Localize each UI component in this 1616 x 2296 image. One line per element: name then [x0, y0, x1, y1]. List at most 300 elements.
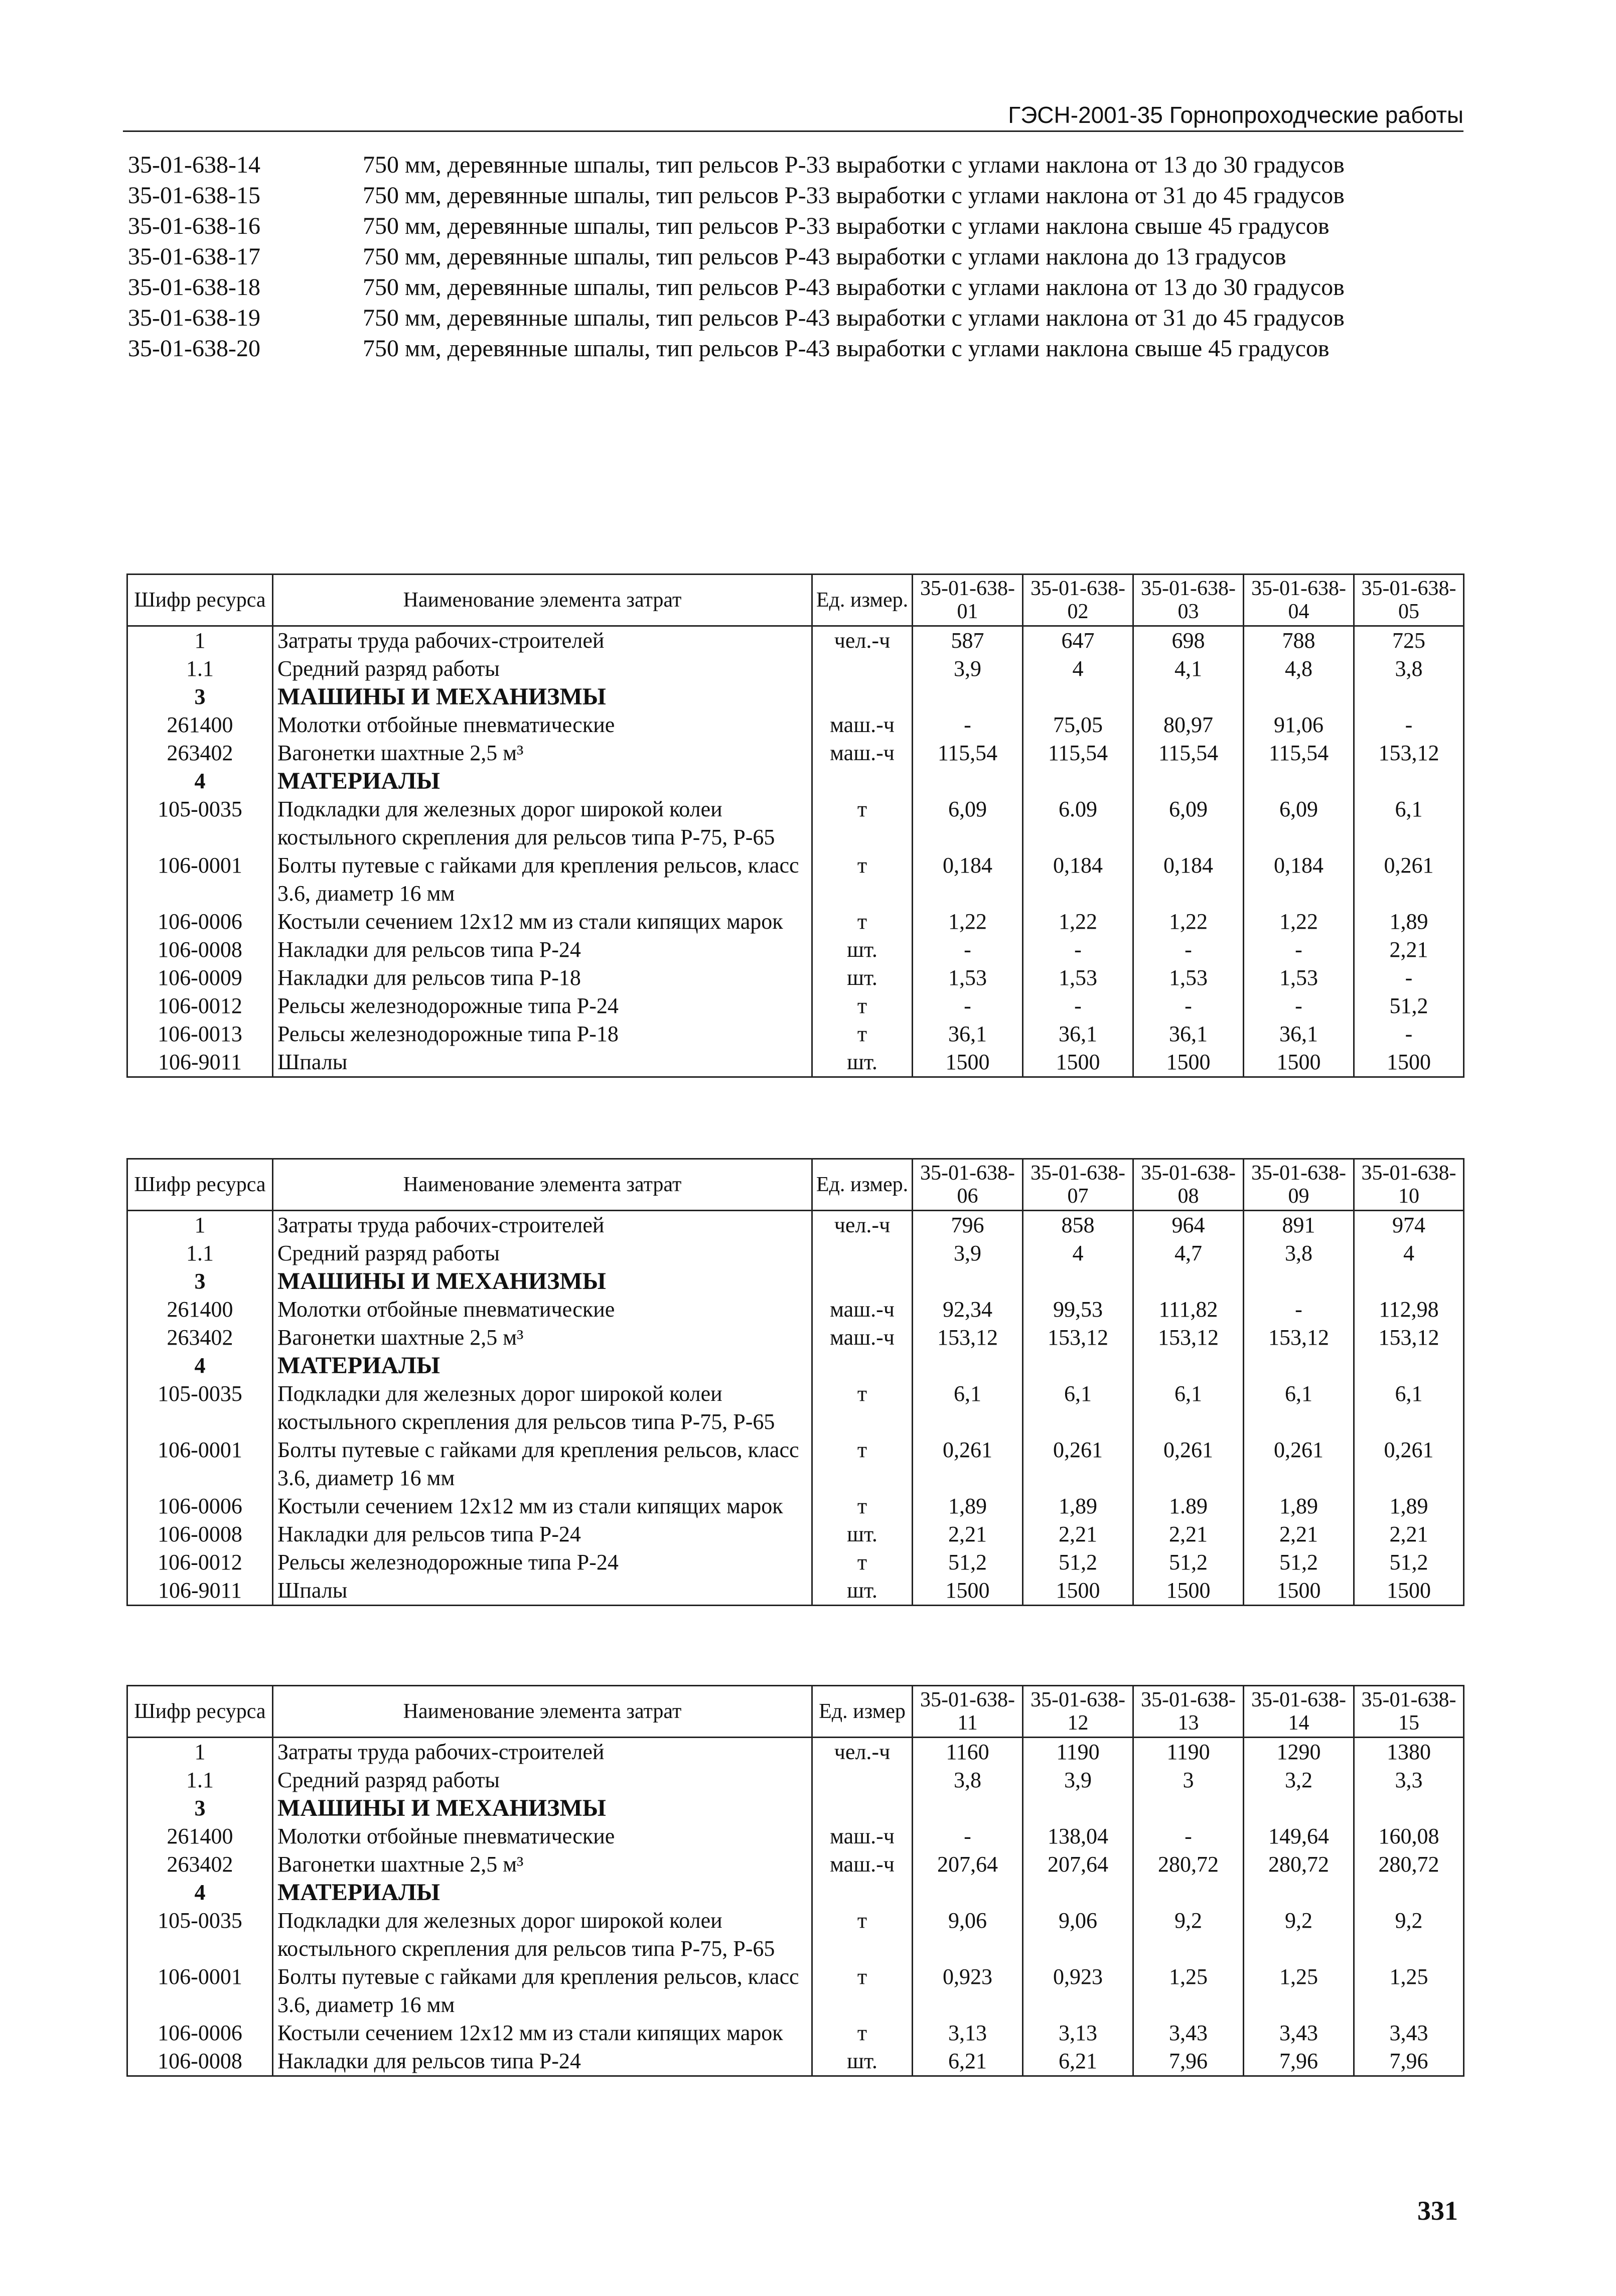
resource-value: 1,25 [1354, 1963, 1464, 2019]
code-description: 750 мм, деревянные шпалы, тип рельсов Р-43 выработки с углами наклона свыше 45 градусов [363, 335, 1330, 362]
resource-value [1133, 1879, 1244, 1907]
resource-value [913, 683, 1023, 711]
resource-value: 3,8 [913, 1766, 1023, 1794]
code-row [128, 241, 1457, 272]
resource-code: 261400 [127, 1296, 273, 1324]
table-header-row [127, 575, 1464, 626]
resource-value: 4 [1354, 1239, 1464, 1267]
header-norm-code: 35-01-638-06 [913, 1159, 1023, 1211]
section-row [127, 1267, 1464, 1296]
resource-value: 111,82 [1133, 1296, 1244, 1324]
resource-value: - [1244, 1296, 1354, 1324]
header-norm-code: 35-01-638-12 [1023, 1686, 1133, 1738]
resource-value: 9,06 [1023, 1907, 1133, 1963]
resource-unit: т [812, 1020, 913, 1048]
code-description: 750 мм, деревянные шпалы, тип рельсов Р-33 выработки с углами наклона от 31 до 45 градусов [363, 182, 1345, 209]
resource-unit: т [812, 908, 913, 936]
resource-value [1133, 767, 1244, 795]
resource-name: Болты путевые с гайками для крепления рельсов, класс 3.6, диаметр 16 мм [273, 1963, 812, 2019]
resource-unit: чел.-ч [812, 626, 913, 655]
resource-name: Вагонетки шахтные 2,5 м³ [273, 1850, 812, 1879]
resource-unit: т [812, 1907, 913, 1963]
resource-name: Затраты труда рабочих-строителей [273, 626, 812, 655]
resource-value: - [1354, 1020, 1464, 1048]
resource-value: 3,9 [913, 1239, 1023, 1267]
resource-table-2 [126, 1158, 1464, 1606]
resource-value: 1500 [1354, 1048, 1464, 1077]
resource-value: 1500 [1133, 1048, 1244, 1077]
resource-value: 6,1 [1354, 795, 1464, 851]
resource-name: Накладки для рельсов типа Р-24 [273, 2047, 812, 2076]
resource-value: 4,1 [1133, 655, 1244, 683]
code-row [128, 150, 1457, 180]
resource-value: 1500 [1133, 1576, 1244, 1606]
resource-value: 115,54 [1244, 739, 1354, 767]
resource-value: 1290 [1244, 1738, 1354, 1767]
resource-name: Костыли сечением 12х12 мм из стали кипящих марок [273, 2019, 812, 2047]
resource-code: 106-0008 [127, 2047, 273, 2076]
resource-value: 1190 [1023, 1738, 1133, 1767]
resource-value: 1,22 [1133, 908, 1244, 936]
resource-value: 1,22 [913, 908, 1023, 936]
resource-name: Накладки для рельсов типа Р-24 [273, 1520, 812, 1548]
resource-code: 106-0012 [127, 1548, 273, 1576]
resource-value [1023, 767, 1133, 795]
resource-unit: т [812, 1548, 913, 1576]
resource-value: - [913, 992, 1023, 1020]
resource-unit [812, 1794, 913, 1822]
code-description: 750 мм, деревянные шпалы, тип рельсов Р-33 выработки с углами наклона свыше 45 градусов [363, 213, 1330, 239]
resource-name: Костыли сечением 12х12 мм из стали кипящих марок [273, 908, 812, 936]
resource-unit: т [812, 795, 913, 851]
header-norm-code: 35-01-638-05 [1354, 575, 1464, 626]
resource-value: 1,89 [1354, 1492, 1464, 1520]
table-header-row [127, 1159, 1464, 1211]
table-row [127, 1963, 1464, 2019]
resource-value: 3,43 [1244, 2019, 1354, 2047]
resource-code: 263402 [127, 739, 273, 767]
section-row [127, 683, 1464, 711]
table-row [127, 2019, 1464, 2047]
resource-code: 263402 [127, 1324, 273, 1352]
resource-unit [812, 683, 913, 711]
resource-value: 0,261 [913, 1436, 1023, 1492]
table-row [127, 1324, 1464, 1352]
header-norm-code: 35-01-638-14 [1244, 1686, 1354, 1738]
table-row [127, 1738, 1464, 1767]
resource-unit: т [812, 1492, 913, 1520]
resource-name: Накладки для рельсов типа Р-18 [273, 964, 812, 992]
resource-value: 91,06 [1244, 711, 1354, 739]
table-row [127, 1048, 1464, 1077]
header-unit: Ед. измер. [812, 575, 913, 626]
resource-value: 1190 [1133, 1738, 1244, 1767]
resource-value: 6,21 [1023, 2047, 1133, 2076]
code-id: 35-01-638-19 [128, 305, 260, 331]
resource-value: 3,9 [913, 655, 1023, 683]
resource-name: Рельсы железнодорожные типа Р-24 [273, 1548, 812, 1576]
resource-value: - [1023, 992, 1133, 1020]
resource-name: МАШИНЫ И МЕХАНИЗМЫ [273, 1794, 812, 1822]
resource-name: Болты путевые с гайками для крепления рельсов, класс 3.6, диаметр 16 мм [273, 851, 812, 908]
table-row [127, 655, 1464, 683]
resource-value [1023, 1794, 1133, 1822]
resource-value [1354, 683, 1464, 711]
resource-unit [812, 1239, 913, 1267]
header-unit: Ед. измер. [812, 1159, 913, 1211]
table-row [127, 851, 1464, 908]
resource-table-3 [126, 1685, 1464, 2077]
code-row [128, 333, 1457, 364]
resource-value: 112,98 [1354, 1296, 1464, 1324]
resource-value: - [1133, 936, 1244, 964]
resource-value: - [1354, 711, 1464, 739]
resource-value: 6,1 [1133, 1380, 1244, 1436]
resource-name: Молотки отбойные пневматические [273, 1822, 812, 1850]
resource-value: 99,53 [1023, 1296, 1133, 1324]
resource-unit: маш.-ч [812, 1822, 913, 1850]
header-norm-code: 35-01-638-04 [1244, 575, 1354, 626]
resource-value [913, 1794, 1023, 1822]
resource-value: 1,25 [1133, 1963, 1244, 2019]
resource-unit: маш.-ч [812, 1324, 913, 1352]
resource-unit [812, 1267, 913, 1296]
table-row [127, 711, 1464, 739]
resource-value: 725 [1354, 626, 1464, 655]
resource-unit [812, 1766, 913, 1794]
resource-name: Подкладки для железных дорог широкой колеи костыльного скрепления для рельсов типа Р-75, Р-65 [273, 1380, 812, 1436]
code-description: 750 мм, деревянные шпалы, тип рельсов Р-43 выработки с углами наклона от 13 до 30 градусов [363, 274, 1345, 301]
resource-code: 106-0006 [127, 1492, 273, 1520]
resource-value: 115,54 [913, 739, 1023, 767]
resource-value: 3,8 [1244, 1239, 1354, 1267]
resource-code: 4 [127, 1352, 273, 1380]
resource-value: 36,1 [913, 1020, 1023, 1048]
code-description: 750 мм, деревянные шпалы, тип рельсов Р-43 выработки с углами наклона до 13 градусов [363, 243, 1286, 270]
resource-value: 698 [1133, 626, 1244, 655]
code-id: 35-01-638-18 [128, 274, 260, 301]
resource-value: 207,64 [1023, 1850, 1133, 1879]
header-norm-code: 35-01-638-08 [1133, 1159, 1244, 1211]
resource-value: 4,8 [1244, 655, 1354, 683]
table-row [127, 992, 1464, 1020]
resource-value: 1,53 [1133, 964, 1244, 992]
resource-value: 149,64 [1244, 1822, 1354, 1850]
resource-value: 796 [913, 1211, 1023, 1240]
resource-value: 153,12 [1133, 1324, 1244, 1352]
resource-code: 105-0035 [127, 1907, 273, 1963]
resource-value: 4 [1023, 655, 1133, 683]
table-row [127, 1492, 1464, 1520]
resource-unit [812, 655, 913, 683]
resource-value: 587 [913, 626, 1023, 655]
section-row [127, 1352, 1464, 1380]
resource-name: Молотки отбойные пневматические [273, 1296, 812, 1324]
table-row [127, 1380, 1464, 1436]
resource-code: 3 [127, 683, 273, 711]
resource-name: Молотки отбойные пневматические [273, 711, 812, 739]
resource-value [913, 1352, 1023, 1380]
resource-value: 2,21 [1244, 1520, 1354, 1548]
resource-name: Затраты труда рабочих-строителей [273, 1211, 812, 1240]
resource-value [1244, 1267, 1354, 1296]
resource-value: 1500 [1244, 1048, 1354, 1077]
table-row [127, 795, 1464, 851]
resource-value: 6,1 [1354, 1380, 1464, 1436]
resource-value: 7,96 [1244, 2047, 1354, 2076]
code-id: 35-01-638-14 [128, 152, 260, 178]
resource-code: 1.1 [127, 655, 273, 683]
resource-value: 6.09 [1023, 795, 1133, 851]
resource-name: Средний разряд работы [273, 655, 812, 683]
resource-value: 0,184 [1244, 851, 1354, 908]
table-row [127, 936, 1464, 964]
resource-value: 51,2 [1354, 992, 1464, 1020]
table-row [127, 1766, 1464, 1794]
resource-value [1244, 1352, 1354, 1380]
code-description: 750 мм, деревянные шпалы, тип рельсов Р-33 выработки с углами наклона от 13 до 30 градусов [363, 152, 1345, 178]
resource-value [1354, 1794, 1464, 1822]
resource-code: 263402 [127, 1850, 273, 1879]
resource-unit: шт. [812, 2047, 913, 2076]
resource-value: 0,261 [1133, 1436, 1244, 1492]
resource-value: 280,72 [1354, 1850, 1464, 1879]
header-norm-code: 35-01-638-03 [1133, 575, 1244, 626]
resource-value: 647 [1023, 626, 1133, 655]
resource-value: 6,21 [913, 2047, 1023, 2076]
resource-value: 1380 [1354, 1738, 1464, 1767]
resource-code: 3 [127, 1267, 273, 1296]
header-code: Шифр ресурса [127, 1686, 273, 1738]
resource-value: 7,96 [1354, 2047, 1464, 2076]
resource-value: 153,12 [913, 1324, 1023, 1352]
resource-name: Подкладки для железных дорог широкой колеи костыльного скрепления для рельсов типа Р-75, Р-65 [273, 795, 812, 851]
header-norm-code: 35-01-638-10 [1354, 1159, 1464, 1211]
resource-value [1023, 1352, 1133, 1380]
resource-value: 7,96 [1133, 2047, 1244, 2076]
resource-value: 80,97 [1133, 711, 1244, 739]
resource-value: 51,2 [1244, 1548, 1354, 1576]
header-name: Наименование элемента затрат [273, 575, 812, 626]
resource-name: Накладки для рельсов типа Р-24 [273, 936, 812, 964]
resource-value: 0,261 [1354, 1436, 1464, 1492]
resource-code: 1.1 [127, 1239, 273, 1267]
resource-value: 153,12 [1354, 1324, 1464, 1352]
header-name: Наименование элемента затрат [273, 1686, 812, 1738]
code-list [128, 150, 1457, 364]
resource-unit: чел.-ч [812, 1738, 913, 1767]
resource-value: 6,1 [913, 1380, 1023, 1436]
table-row [127, 964, 1464, 992]
resource-value: 92,34 [913, 1296, 1023, 1324]
resource-value [1023, 1879, 1133, 1907]
resource-code: 1.1 [127, 1766, 273, 1794]
resource-value: 280,72 [1244, 1850, 1354, 1879]
resource-value: 1160 [913, 1738, 1023, 1767]
resource-name: Средний разряд работы [273, 1766, 812, 1794]
resource-value: - [913, 711, 1023, 739]
table-row [127, 908, 1464, 936]
resource-value [1244, 683, 1354, 711]
section-row [127, 1879, 1464, 1907]
table-row [127, 1211, 1464, 1240]
code-id: 35-01-638-17 [128, 243, 260, 270]
table-row [127, 1576, 1464, 1606]
resource-table-1 [126, 573, 1464, 1078]
resource-value: 51,2 [913, 1548, 1023, 1576]
resource-name: Костыли сечением 12х12 мм из стали кипящих марок [273, 1492, 812, 1520]
resource-value: 51,2 [1354, 1548, 1464, 1576]
resource-name: Затраты труда рабочих-строителей [273, 1738, 812, 1767]
resource-value: 1500 [1354, 1576, 1464, 1606]
resource-unit: шт. [812, 964, 913, 992]
resource-value: - [1023, 936, 1133, 964]
resource-value: 153,12 [1354, 739, 1464, 767]
resource-value [1354, 1352, 1464, 1380]
table-row [127, 1296, 1464, 1324]
resource-value: 6,1 [1244, 1380, 1354, 1436]
resource-unit: маш.-ч [812, 711, 913, 739]
resource-code: 261400 [127, 711, 273, 739]
resource-value: 0,184 [1023, 851, 1133, 908]
resource-value: 160,08 [1354, 1822, 1464, 1850]
resource-value: 115,54 [1023, 739, 1133, 767]
code-row [128, 303, 1457, 333]
resource-value: 4,7 [1133, 1239, 1244, 1267]
code-row [128, 180, 1457, 211]
resource-unit: маш.-ч [812, 739, 913, 767]
resource-unit: чел.-ч [812, 1211, 913, 1240]
header-norm-code: 35-01-638-02 [1023, 575, 1133, 626]
resource-name: Шпалы [273, 1048, 812, 1077]
resource-value: 2,21 [1023, 1520, 1133, 1548]
code-row [128, 272, 1457, 303]
resource-value [1023, 683, 1133, 711]
table-row [127, 1520, 1464, 1548]
resource-value: 1,53 [913, 964, 1023, 992]
resource-value: 2,21 [1133, 1520, 1244, 1548]
resource-value: 36,1 [1023, 1020, 1133, 1048]
page-number: 331 [1417, 2196, 1458, 2226]
resource-unit: т [812, 1963, 913, 2019]
header-norm-code: 35-01-638-11 [913, 1686, 1023, 1738]
resource-unit: шт. [812, 1576, 913, 1606]
resource-value: 0,261 [1023, 1436, 1133, 1492]
resource-code: 4 [127, 1879, 273, 1907]
resource-value: 788 [1244, 626, 1354, 655]
resource-value: 891 [1244, 1211, 1354, 1240]
resource-code: 4 [127, 767, 273, 795]
resource-name: МАТЕРИАЛЫ [273, 767, 812, 795]
code-id: 35-01-638-20 [128, 335, 260, 362]
resource-value: 1500 [1244, 1576, 1354, 1606]
resource-unit [812, 767, 913, 795]
resource-value [1354, 1267, 1464, 1296]
resource-unit: т [812, 992, 913, 1020]
resource-name: Рельсы железнодорожные типа Р-18 [273, 1020, 812, 1048]
resource-value [1244, 1794, 1354, 1822]
resource-value: 3,43 [1133, 2019, 1244, 2047]
resource-value: 858 [1023, 1211, 1133, 1240]
resource-value [913, 767, 1023, 795]
resource-value: 1,89 [1244, 1492, 1354, 1520]
resource-value: 9,2 [1244, 1907, 1354, 1963]
resource-value: 9,2 [1133, 1907, 1244, 1963]
resource-value: 2,21 [1354, 936, 1464, 964]
resource-value [1244, 1879, 1354, 1907]
resource-value: 1,89 [1354, 908, 1464, 936]
table-row [127, 1822, 1464, 1850]
resource-code: 261400 [127, 1822, 273, 1850]
resource-value: 2,21 [913, 1520, 1023, 1548]
table-row [127, 2047, 1464, 2076]
resource-name: МАШИНЫ И МЕХАНИЗМЫ [273, 683, 812, 711]
resource-name: Вагонетки шахтные 2,5 м³ [273, 1324, 812, 1352]
page-header [123, 94, 1463, 132]
resource-code: 106-0008 [127, 936, 273, 964]
resource-value: 1500 [913, 1576, 1023, 1606]
resource-value: - [1244, 992, 1354, 1020]
resource-code: 3 [127, 1794, 273, 1822]
resource-value: 115,54 [1133, 739, 1244, 767]
resource-name: Подкладки для железных дорог широкой колеи костыльного скрепления для рельсов типа Р-75, Р-65 [273, 1907, 812, 1963]
resource-value: - [913, 936, 1023, 964]
resource-value [1133, 683, 1244, 711]
resource-code: 106-0013 [127, 1020, 273, 1048]
resource-name: Шпалы [273, 1576, 812, 1606]
header-norm-code: 35-01-638-07 [1023, 1159, 1133, 1211]
resource-value: 964 [1133, 1211, 1244, 1240]
resource-value: 1,53 [1244, 964, 1354, 992]
header-title: ГЭСН-2001-35 Горнопроходческие работы [1008, 102, 1463, 128]
table-row [127, 626, 1464, 655]
resource-value: 1,89 [913, 1492, 1023, 1520]
header-norm-code: 35-01-638-09 [1244, 1159, 1354, 1211]
header-norm-code: 35-01-638-01 [913, 575, 1023, 626]
resource-value: 0,261 [1244, 1436, 1354, 1492]
resource-value [1354, 1879, 1464, 1907]
resource-code: 106-0001 [127, 851, 273, 908]
resource-code: 1 [127, 1738, 273, 1767]
table-row [127, 739, 1464, 767]
code-description: 750 мм, деревянные шпалы, тип рельсов Р-43 выработки с углами наклона от 31 до 45 градусов [363, 305, 1345, 331]
resource-code: 105-0035 [127, 1380, 273, 1436]
code-id: 35-01-638-16 [128, 213, 260, 239]
header-norm-code: 35-01-638-15 [1354, 1686, 1464, 1738]
code-row [128, 211, 1457, 241]
resource-value: 51,2 [1023, 1548, 1133, 1576]
resource-value: 1.89 [1133, 1492, 1244, 1520]
resource-value [1133, 1352, 1244, 1380]
resource-value: 1,22 [1023, 908, 1133, 936]
resource-value: 1,25 [1244, 1963, 1354, 2019]
resource-value: 3,9 [1023, 1766, 1133, 1794]
header-code: Шифр ресурса [127, 575, 273, 626]
resource-value: - [1133, 992, 1244, 1020]
resource-unit: шт. [812, 1520, 913, 1548]
resource-value: 1500 [1023, 1048, 1133, 1077]
resource-value: 280,72 [1133, 1850, 1244, 1879]
resource-value: - [1133, 1822, 1244, 1850]
resource-unit: шт. [812, 1048, 913, 1077]
header-code: Шифр ресурса [127, 1159, 273, 1211]
resource-name: Болты путевые с гайками для крепления рельсов, класс 3.6, диаметр 16 мм [273, 1436, 812, 1492]
resource-value: 3 [1133, 1766, 1244, 1794]
resource-value: 1,22 [1244, 908, 1354, 936]
resource-name: МАШИНЫ И МЕХАНИЗМЫ [273, 1267, 812, 1296]
resource-code: 106-0006 [127, 2019, 273, 2047]
table-row [127, 1020, 1464, 1048]
